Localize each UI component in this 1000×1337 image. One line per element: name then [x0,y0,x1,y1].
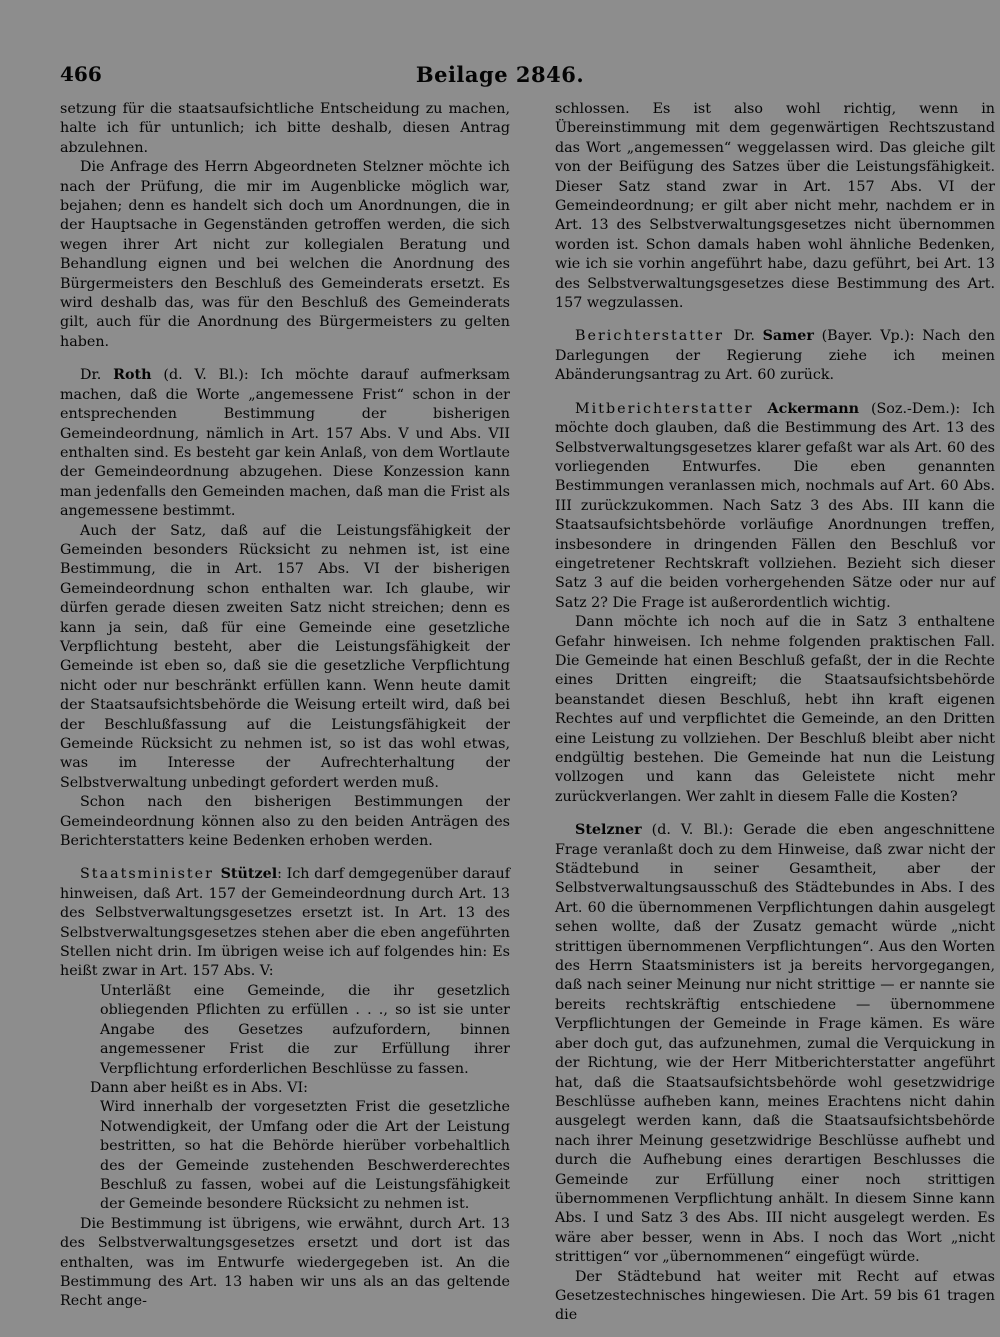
paragraph [60,865,510,981]
speaker-name: Samer [762,328,814,345]
speaker-name: Ackermann [767,400,860,417]
text-run: Dann möchte ich noch auf die in Satz 3 enthaltene Gefahr hinweisen. Ich nehme folgenden praktischen Fall. Die Gemeinde hat einen Beschluß gefaßt, der in die Rechte eines Dritten eingreift; die Staatsaufsichtsbehörde beanstandet diesen Beschluß, hebt ihn kraft eigenen Rechtes auf und verpflichtet die Gemeinde, an den Dritten eine Leistung zu vollziehen. Der Beschluß bleibt aber nicht endgültig bestehen. Die Gemeinde hat nun die Leistung vollzogen und kann das Geleistete nicht mehr zurückverlangen. Wer zahlt in diesem Falle die Kosten? [555,614,995,805]
text-run: : Ich darf demgegenüber darauf hinweisen, daß Art. 157 der Gemeindeordnung durch Art. 13 des Selbstverwaltungsgesetzes ersetzt ist. In Art. 13 des Selbstverwaltungsgesetzes stehen aber die eben angeführten Stellen nicht drin. Im übrigen weise ich auf folgendes hin: Es heißt zwar in Art. 157 Abs. V: [60,866,510,980]
text-run: Berichterstatter [575,328,734,345]
paragraph [555,100,995,313]
paragraph [555,327,995,385]
paragraph [60,1098,510,1214]
text-run: Staatsminister [80,866,221,883]
paragraph [60,522,510,794]
text-run: (d. V. Bl.): Ich möchte darauf aufmerksam machen, daß die Worte „angemessene Frist“ schon in der entsprechenden Bestimmung der bisherigen Gemeindeordnung, nämlich in Art. 157 Abs. V und Abs. VII enthalten sind. Es besteht gar kein Anlaß, von dem Wortlaute der Gemeindeordnung abzugehen. Diese Konzession kann man jedenfalls den Gemeinden machen, daß man die Frist als angemessene bestimmt. [60,367,510,520]
text-run: Unterläßt eine Gemeinde, die ihr gesetzlich obliegenden Pflichten zu erfüllen . . ., so ist sie unter Angabe des Gesetzes aufzufordern, binnen angemessener Frist die zur Erfüllung ihrer Verpflichtung erforderlichen Beschlüsse zu fassen. [100,982,510,1077]
paragraph [555,1268,995,1326]
paragraph [60,100,510,158]
left-column [60,100,510,1312]
paragraph [60,1079,510,1098]
text-run: schlossen. Es ist also wohl richtig, wenn in Übereinstimmung mit dem gegenwärtigen Rechtszustand das Wort „angemessen“ weggelassen wird. Das gleiche gilt von der Beifügung des Satzes über die Leistungsfähigkeit. Dieser Satz stand zwar in Art. 157 Abs. VI der Gemeindeordnung; er gilt aber nicht mehr, nachdem er in Art. 13 des Selbstverwaltungsgesetzes nicht übernommen worden ist. Schon damals haben wohl ähnliche Bedenken, wie ich sie vorhin angeführt habe, dazu geführt, bei Art. 13 des Selbstverwaltungsgesetzes diese Bestimmung des Art. 157 wegzulassen. [555,101,995,312]
paragraph [555,400,995,613]
text-run: Dr. [80,367,114,384]
paragraph [555,613,995,807]
text-run: (Bayer. Vp.): Nach den Darlegungen der Regierung ziehe ich meinen Abänderungsantrag zu Art. 60 zurück. [555,328,995,384]
text-run: Die Bestimmung ist übrigens, wie erwähnt, durch Art. 13 des Selbstverwaltungsgesetzes ersetzt und dort ist das enthalten, was im Entwurfe wiedergegeben ist. An die Bestimmung des Art. 13 haben wir uns als an das geltende Recht ange- [60,1215,510,1310]
right-column [555,100,995,1326]
text-run: Mitberichterstatter [575,400,768,417]
paragraph [60,158,510,352]
speaker-name: Roth [113,367,152,384]
text-run: setzung für die staatsaufsichtliche Entscheidung zu machen, halte ich für untunlich; ich bitte deshalb, diesen Antrag abzulehnen. [60,101,510,156]
text-run: (d. V. Bl.): Gerade die eben angeschnittene Frage veranlaßt doch zu dem Hinweise, daß zwar nicht der Städtebund in seiner Gesamtheit, aber der Selbstverwaltungsausschuß des Städtebundes in Abs. I des Art. 60 die übernommenen Verpflichtungen dahin ausgelegt sehen wollte, daß der Zusatz gemacht würde „nicht strittigen übernommenen Verpflichtungen“. Aus den Worten des Herrn Staatsministers ist ja bereits hervorgegangen, daß nach seiner Meinung nur nicht strittige — er nannte sie bereits rechtskräftig entschiedene — übernommene Verpflichtungen der Gemeinde in Frage kämen. Es wäre aber doch gut, das aufzunehmen, zumal die Verquickung in der Richtung, wie der Herr Mitberichterstatter angeführt hat, daß die Staatsaufsichtsbehörde wohl gesetzwidrige Beschlüsse aufheben kann, meines Erachtens nicht dahin ausgelegt werden kann, daß die Staatsaufsichtsbehörde nach ihrer Meinung gesetzwidrige Beschlüsse aufhebt und durch die Aufhebung eines derartigen Beschlusses die Gemeinde zur Erfüllung einer noch strittigen übernommenen Verpflichtung anhält. In diesem Sinne kann Abs. I und Satz 3 des Abs. III nicht ausgelegt werden. Es wäre aber besser, wenn in Abs. I noch das Wort „nicht strittigen“ vor „übernommenen“ eingefügt würde. [555,822,995,1266]
text-run: (Soz.-Dem.): Ich möchte doch glauben, daß die Bestimmung des Art. 13 des Selbstverwaltungsgesetzes klarer gefaßt war als Art. 60 des vorliegenden Entwurfes. Die eben genannten Bestimmungen veranlassen mich, nochmals auf Art. 60 Abs. III zurückzukommen. Nach Satz 3 des Abs. III kann die Staatsaufsichtsbehörde vorläufige Anordnungen treffen, insbesondere in dringenden Fällen den Beschluß vor eingetretener Rechtskraft vollziehen. Bezieht sich dieser Satz 3 auf die beiden vorhergehenden Sätze oder nur auf Satz 2? Die Frage ist außerordentlich wichtig. [555,400,996,611]
text-run: Schon nach den bisherigen Bestimmungen der Gemeindeordnung können also zu den beiden Anträgen des Berichterstatters keine Bedenken erhoben werden. [60,794,510,850]
text-run: Dr. [733,328,763,345]
text-run: Die Anfrage des Herrn Abgeordneten Stelzner möchte ich nach der Prüfung, die mir im Augenblicke möglich war, bejahen; denn es handelt sich doch um Anordnungen, die in der Hauptsache in Gegenständen getroffen werden, die sich wegen ihrer Art nicht zur kollegialen Beratung und Behandlung eignen und bei welchen die Anordnung des Bürgermeisters den Beschluß des Gemeinderats ersetzt. Es wird deshalb das, was für den Beschluß des Gemeinderats gilt, auch für die Anordnung des Bürgermeisters zu gelten haben. [60,159,510,350]
paragraph [555,821,995,1267]
text-run: Auch der Satz, daß auf die Leistungsfähigkeit der Gemeinden besonders Rücksicht zu nehmen ist, ist eine Bestimmung, die in Art. 157 Abs. VI der bisherigen Gemeindeordnung schon enthalten war. Ich glaube, wir dürfen gerade diesen zweiten Satz nicht streichen; denn es kann ja sein, daß für eine Gemeinde eine gesetzliche Verpflichtung besteht, aber die Leistungsfähigkeit der Gemeinde ist eben so, daß sie die gesetzliche Verpflichtung nicht oder nur beschränkt erfüllen kann. Wenn heute damit der Staatsaufsichtsbehörde die Weisung erteilt wird, daß bei der Beschlußfassung auf die Leistungsfähigkeit der Gemeinde Rücksicht zu nehmen ist, so ist das wohl etwas, was im Interesse der Aufrechterhaltung der Selbstverwaltung unbedingt gefordert werden muß. [60,522,510,791]
text-run: Dann aber heißt es in Abs. VI: [90,1079,308,1096]
page-header [60,62,940,90]
text-run: Wird innerhalb der vorgesetzten Frist die gesetzliche Notwendigkeit, der Umfang oder die Art der Leistung bestritten, so hat die Behörde hierüber vorbehaltlich des der Gemeinde zustehenden Beschwerderechtes Beschluß zu fassen, wobei auf die Leistungsfähigkeit der Gemeinde besondere Rücksicht zu nehmen ist. [100,1099,510,1213]
paragraph [60,1215,510,1312]
paragraph [60,366,510,521]
page-number: 466 [60,62,102,86]
text-run: Der Städtebund hat weiter mit Recht auf etwas Gesetzestechnisches hingewiesen. Die Art. 59 bis 61 tragen die [555,1268,995,1324]
paragraph [60,793,510,851]
speaker-name: Stützel [220,866,278,883]
paragraph [60,982,510,1079]
page-title: Beilage 2846. [415,62,585,87]
speaker-name: Stelzner [575,822,642,839]
